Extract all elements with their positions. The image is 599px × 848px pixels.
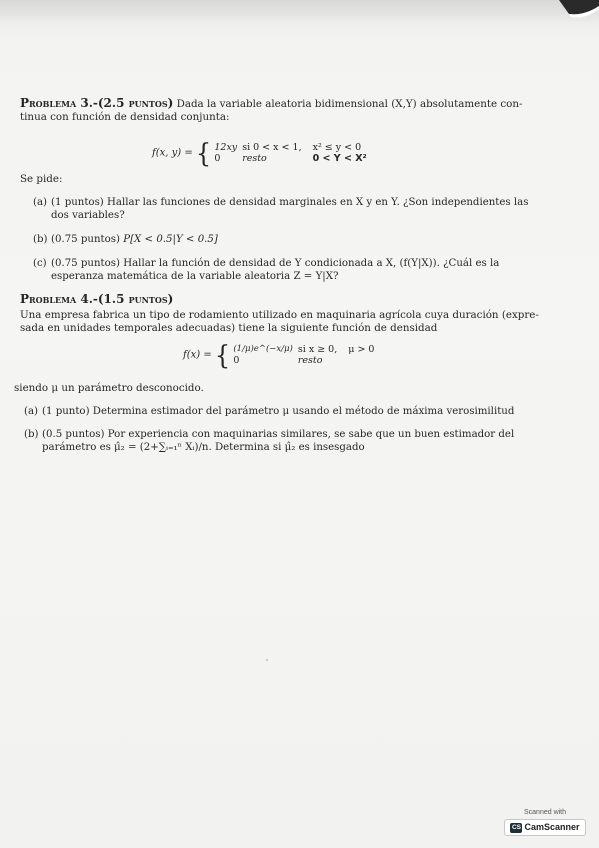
se-pide: Se pide:	[20, 173, 63, 185]
item-text-line2: dos variables?	[51, 210, 125, 221]
formula-lhs: f(x) =	[183, 349, 215, 361]
problem3-intro	[20, 97, 580, 111]
problem3-item-b	[33, 233, 553, 247]
item-text: Hallar las funciones de densidad marginales en X y en Y. ¿Son independientes las	[103, 197, 529, 208]
watermark-line1: Scanned with	[523, 809, 567, 816]
item-text-line2: esperanza matemática de la variable aleatoria Z = Y|X?	[51, 271, 339, 282]
formula-cases	[214, 142, 371, 164]
formula-brace: {	[195, 137, 212, 169]
problem4-item-b	[24, 428, 569, 456]
problem3-heading: Problema 3.-(2.5 puntos)	[20, 96, 174, 110]
scan-shadow	[0, 0, 599, 24]
formula-row2-cond: resto	[242, 153, 267, 164]
item-points: (0.75 puntos)	[51, 258, 120, 269]
item-points: (1 puntos)	[51, 197, 104, 208]
siendo-text: siendo μ un parámetro desconocido.	[14, 382, 204, 394]
item-text-line2: parámetro es μ̂₂ = (2+∑ᵢ₌₁ⁿ Xᵢ)/n. Determina si μ̂₂ es insesgado	[42, 442, 365, 453]
problem4-density-formula	[183, 339, 379, 371]
handwritten-correction: 0 < Y < X²	[312, 153, 367, 164]
formula-row1-cond: si x ≥ 0,	[297, 344, 338, 355]
formula-lhs: f(x, y) =	[152, 147, 196, 159]
problem4-heading: Problema 4.-(1.5 puntos)	[20, 292, 174, 306]
camscanner-watermark	[503, 808, 587, 838]
item-text: Hallar la función de densidad de Y condicionada a X, (f(Y|X)). ¿Cuál es la	[119, 258, 500, 269]
formula-row1-cond: si 0 < x < 1,	[242, 142, 302, 153]
item-label: (c)	[33, 258, 47, 269]
problem3-intro-text: Dada la variable aleatoria bidimensional (X,Y) absolutamente con-	[173, 98, 523, 110]
problem4-intro-line1: Una empresa fabrica un tipo de rodamiento utilizado en maquinaria agrícola cuya duración (expre-	[20, 309, 539, 321]
formula-cases	[233, 344, 379, 366]
problem3-intro-line2: tinua con función de densidad conjunta:	[20, 111, 230, 123]
item-text: Por experiencia con maquinarias similares, se sabe que un buen estimador del	[104, 429, 515, 440]
formula-row1-value: (1/μ)e^(−x/μ)	[233, 344, 293, 354]
watermark-brand	[504, 819, 586, 836]
problem4-intro-line2: sada en unidades temporales adecuadas) tiene la siguiente función de densidad	[20, 322, 438, 334]
formula-row2-value: 0	[233, 355, 240, 366]
item-points: (0.75 puntos)	[51, 234, 120, 245]
formula-row1-value: 12xy	[214, 142, 238, 153]
item-text: Determina estimador del parámetro μ usando el método de máxima verosimilitud	[89, 406, 515, 417]
formula-row2-cond: resto	[297, 355, 323, 366]
item-label: (a)	[24, 406, 39, 417]
problem3-item-a	[33, 196, 553, 224]
item-points: (1 punto)	[42, 406, 90, 417]
item-label: (b)	[24, 429, 39, 440]
item-points: (0.5 puntos)	[42, 429, 105, 440]
scan-speck	[266, 659, 268, 661]
page-corner-fold	[529, 0, 599, 22]
formula-row1-cond2: x² ≤ y < 0	[312, 142, 362, 153]
problem3-item-c	[33, 257, 553, 285]
item-label: (a)	[33, 197, 48, 208]
watermark-line2: CamScanner	[524, 822, 580, 832]
problem3-density-formula	[152, 137, 372, 169]
formula-row1-cond2: μ > 0	[348, 344, 375, 355]
formula-brace: {	[214, 339, 231, 371]
formula-row2-value: 0	[214, 153, 221, 164]
item-label: (b)	[33, 234, 48, 245]
item-text: P[X < 0.5|Y < 0.5]	[119, 234, 218, 245]
camscanner-logo-icon: CS	[511, 823, 521, 831]
problem4-item-a	[24, 405, 564, 419]
